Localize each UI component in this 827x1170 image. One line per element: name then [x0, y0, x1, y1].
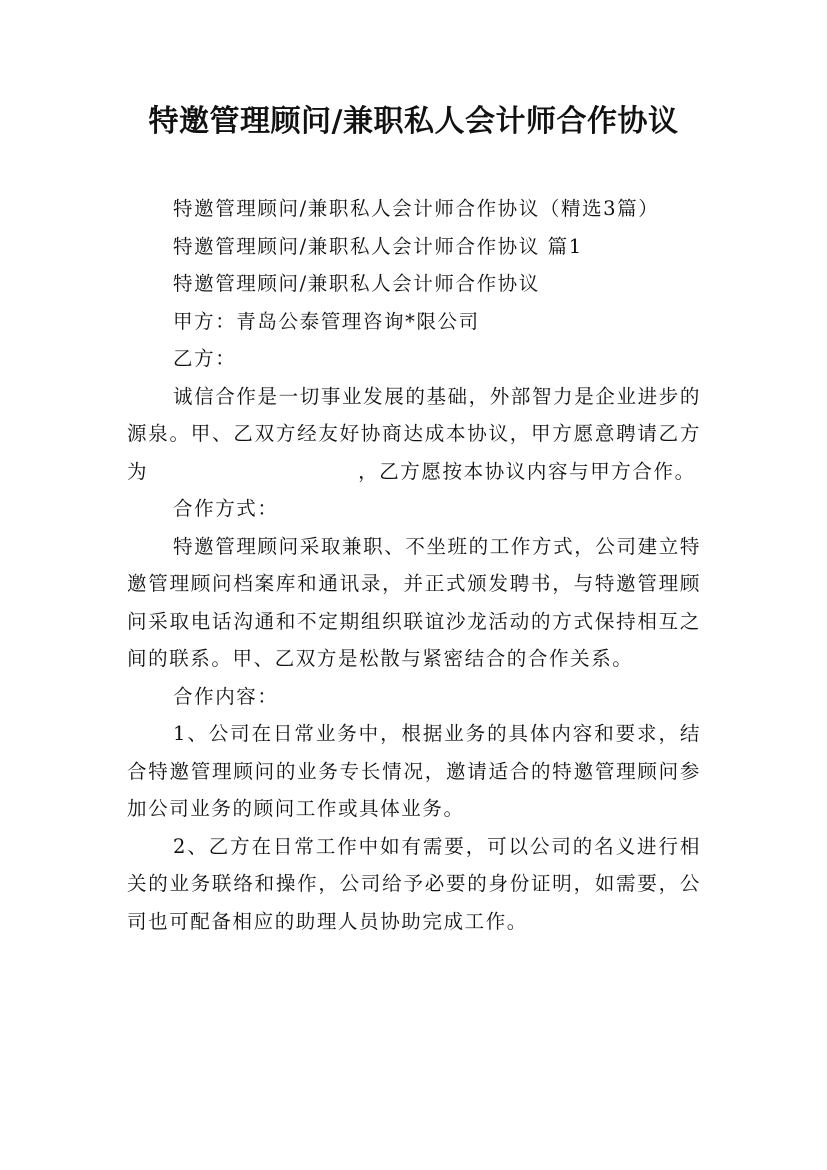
cooperation-mode-paragraph: 特邀管理顾问采取兼职、不坐班的工作方式，公司建立特邀管理顾问档案库和通讯录，并正式颁发聘书，与特邀管理顾问采取电话沟通和不定期组织联谊沙龙活动的方式保持相互之间的联系。甲、乙双方是松散与紧密结合的合作关系。: [127, 534, 701, 670]
agreement-name: 特邀管理顾问/兼职私人会计师合作协议: [173, 272, 540, 295]
document-body: [127, 190, 701, 940]
content-item-2: 2、乙方在日常工作中如有需要，可以公司的名义进行相关的业务联络和操作，公司给予必要的身份证明，如需要，公司也可配备相应的助理人员协助完成工作。: [127, 834, 701, 933]
cooperation-mode-heading: 合作方式：: [173, 497, 279, 520]
preamble-paragraph: [127, 378, 701, 491]
preamble-text-start: 诚信合作是一切事业发展的基础，外部智力是企业进步的源泉。甲、乙双方经友好协商达成本协议，甲方愿意聘请乙方为: [127, 384, 701, 483]
party-a-line: 甲方：青岛公泰管理咨询*限公司: [173, 309, 480, 333]
document-title: 特邀管理顾问/兼职私人会计师合作协议: [148, 104, 679, 139]
intro-heading: 特邀管理顾问/兼职私人会计师合作协议（精选3篇）: [173, 197, 660, 220]
content-item-1: 1、公司在日常业务中，根据业务的具体内容和要求，结合特邀管理顾问的业务专长情况，邀请适合的特邀管理顾问参加公司业务的顾问工作或具体业务。: [127, 722, 701, 820]
party-b-line: 乙方：: [173, 347, 237, 370]
section-heading: 特邀管理顾问/兼职私人会计师合作协议 篇1: [173, 234, 583, 258]
preamble-text-end: ，乙方愿按本协议内容与甲方合作。: [358, 459, 696, 483]
cooperation-content-heading: 合作内容：: [173, 684, 279, 708]
